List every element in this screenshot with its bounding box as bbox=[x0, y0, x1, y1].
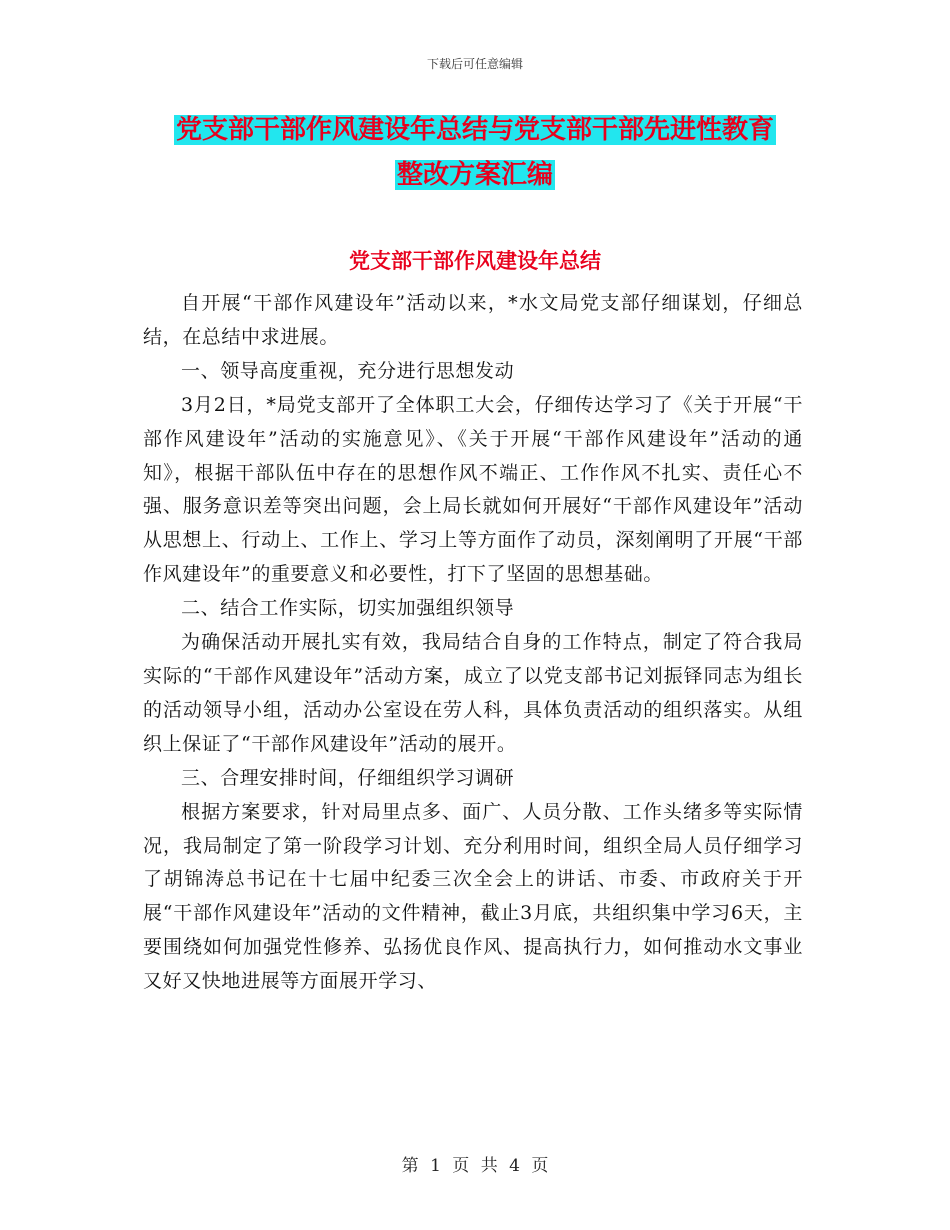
section-title: 党支部干部作风建设年总结 bbox=[349, 248, 601, 273]
heading-part-1: 一、领导高度重视，充分进行思想发动 bbox=[181, 359, 515, 382]
document-title-line-1 bbox=[0, 110, 950, 150]
document-title-line-2 bbox=[0, 155, 950, 195]
heading-part-2: 二、结合工作实际，切实加强组织领导 bbox=[181, 597, 515, 620]
paragraph-part-3: 根据方案要求，针对局里点多、面广、人员分散、工作头绪多等实际情况，我局制定了第一阶段学习计划、充分利用时间，组织全局人员仔细学习了胡锦涛总书记在十七届中纪委三次全会上的讲话、市委、市政府关于开展“干部作风建设年”活动的文件精神，截止3月底，共组织集中学习6天，主要围绕如何加强党性修养、弘扬优良作风、提高执行力，如何推动水文事业又好又快地进展等方面展开学习、 bbox=[143, 800, 803, 993]
document-body bbox=[143, 287, 803, 999]
document-title-text-1: 党支部干部作风建设年总结与党支部干部先进性教育 bbox=[175, 115, 774, 145]
heading-part-3: 三、合理安排时间，仔细组织学习调研 bbox=[181, 766, 515, 789]
paragraph-part-2: 为确保活动开展扎实有效，我局结合自身的工作特点，制定了符合我局实际的“干部作风建设年”活动方案，成立了以党支部书记刘振铎同志为组长的活动领导小组，活动办公室设在劳人科，具体负责活动的组织落实。从组织上保证了“干部作风建设年”活动的展开。 bbox=[143, 631, 803, 755]
page-header-note: 下载后可任意编辑 bbox=[426, 57, 523, 71]
paragraph-intro: 自开展“干部作风建设年”活动以来，*水文局党支部仔细谋划，仔细总结，在总结中求进展。 bbox=[143, 292, 803, 348]
document-title-text-2: 整改方案汇编 bbox=[396, 160, 553, 190]
paragraph-part-1: 3月2日，*局党支部开了全体职工大会，仔细传达学习了《关于开展“干部作风建设年”活动的实施意见》、《关于开展“干部作风建设年”活动的通知》，根据干部队伍中存在的思想作风不端正、工作作风不扎实、责任心不强、服务意识差等突出问题，会上局长就如何开展好“干部作风建设年”活动从思想上、行动上、工作上、学习上等方面作了动员，深刻阐明了开展“干部作风建设年”的重要意义和必要性，打下了坚固的思想基础。 bbox=[143, 393, 803, 586]
page-footer: 第 1 页 共 4 页 bbox=[401, 1156, 549, 1176]
